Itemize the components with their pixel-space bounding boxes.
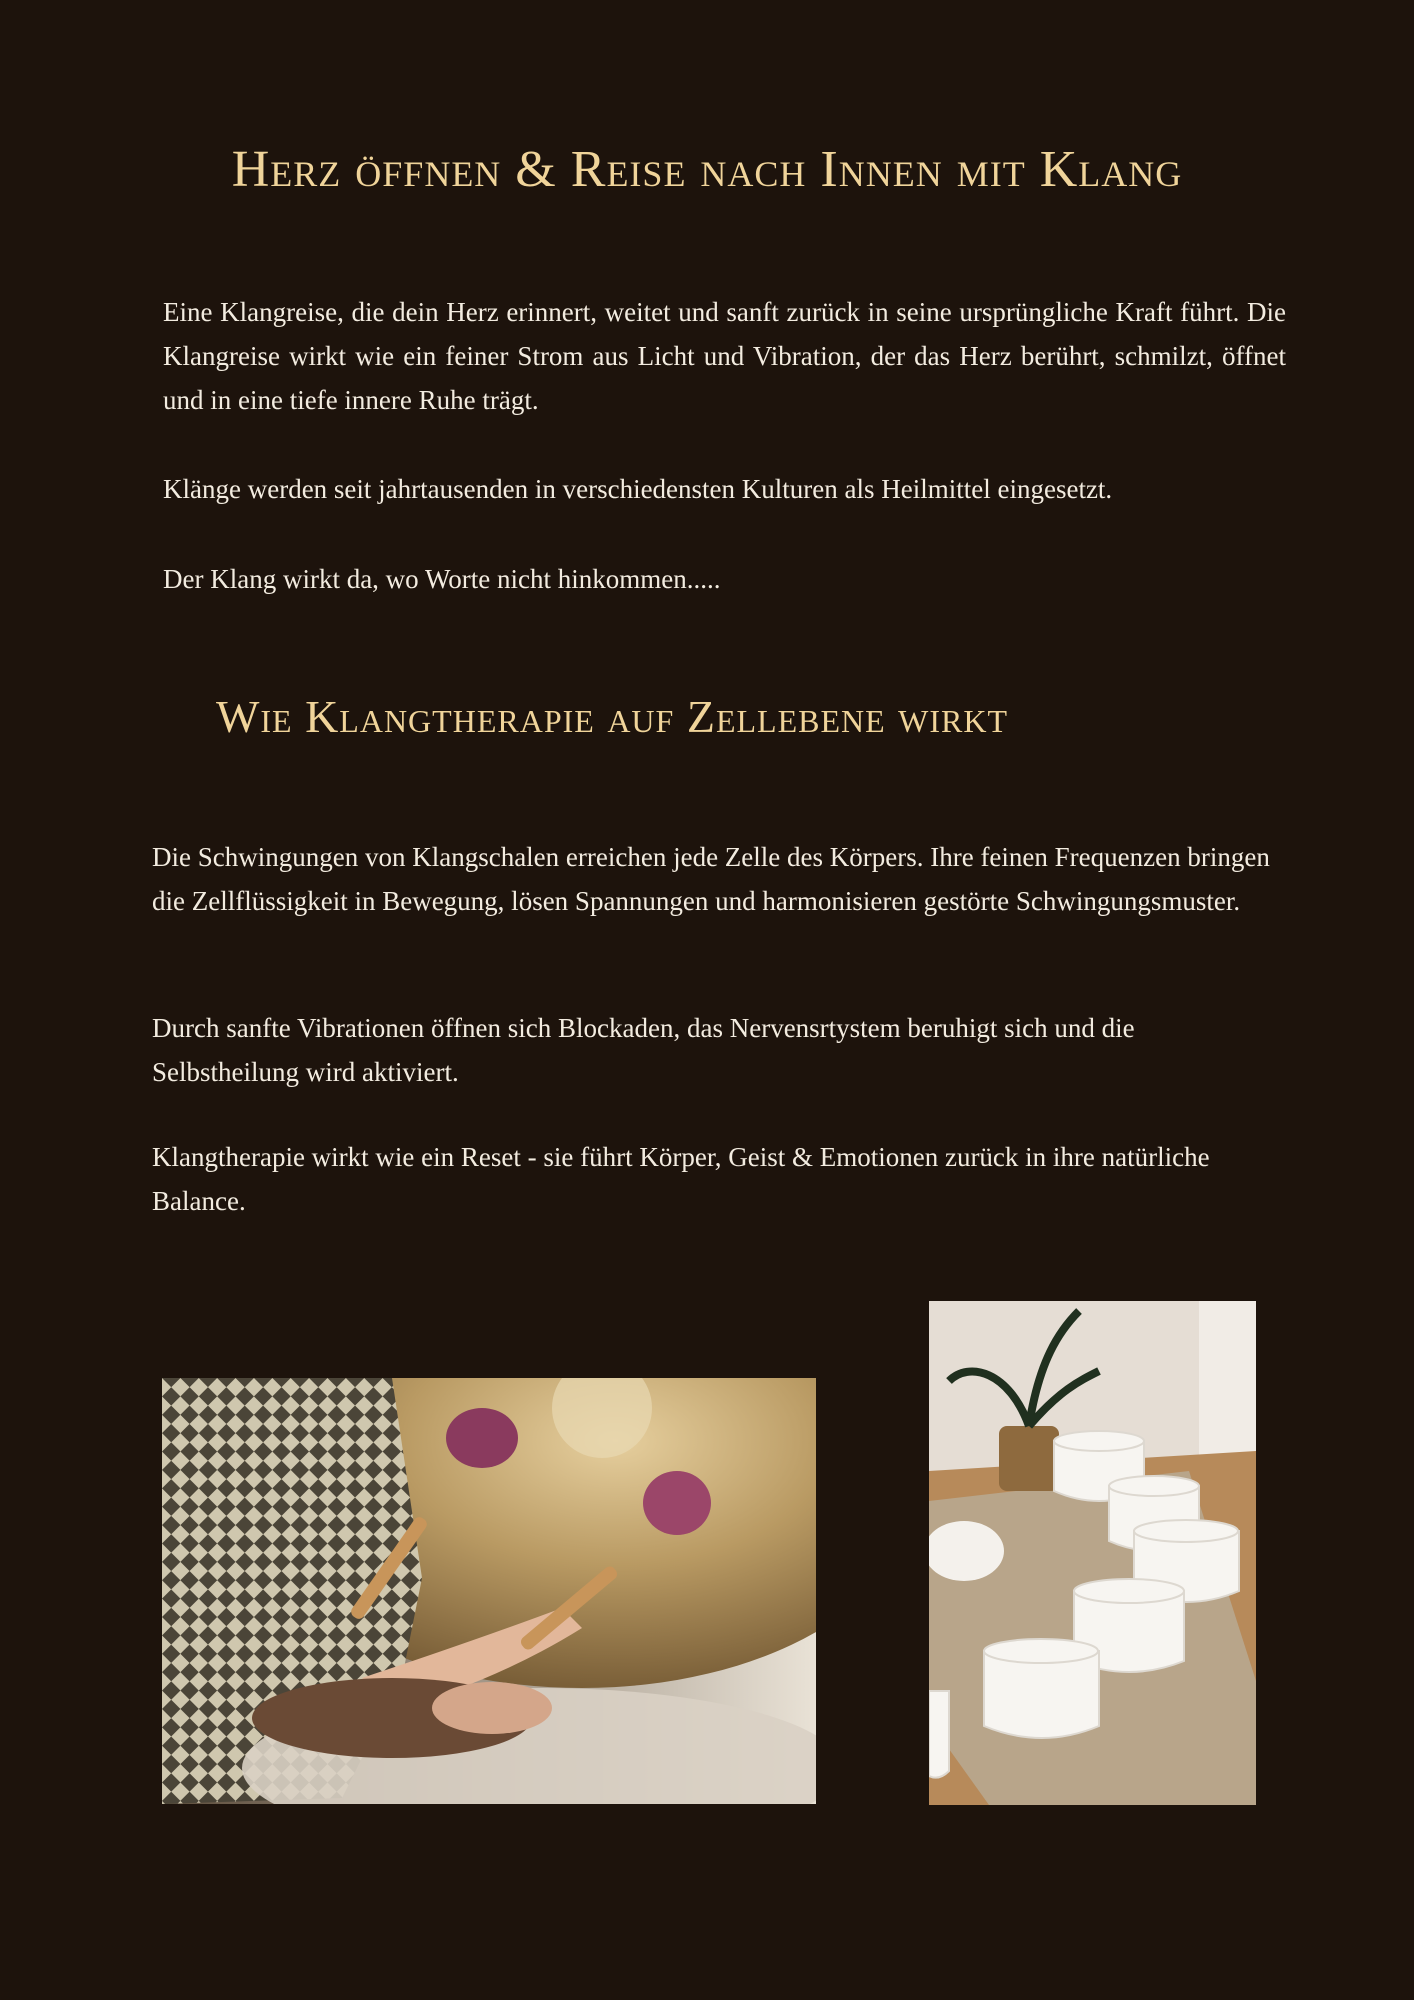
section-heading-herz: Herz öffnen & Reise nach Innen mit Klang	[231, 141, 1183, 198]
gong-therapy-illustration	[162, 1378, 816, 1804]
words-paragraph: Der Klang wirkt da, wo Worte nicht hinkommen.....	[163, 564, 721, 594]
section-heading-zellebene: Wie Klangtherapie auf Zellebene wirkt	[215, 691, 1009, 742]
cultures-paragraph: Klänge werden seit jahrtausenden in verschiedensten Kulturen als Heilmittel eingesetzt.	[163, 474, 1113, 504]
crystal-bowls-illustration	[929, 1301, 1256, 1805]
intro-paragraph: Eine Klangreise, die dein Herz erinnert, weitet und sanft zurück in seine ursprüngliche Kraft führt. Die Klangreise wirkt wie ein feiner Strom aus Licht und Vibration, der das Herz berührt, schmilzt, öffnet und in eine tiefe innere Ruhe trägt.	[163, 297, 1286, 415]
cells-paragraph: Die Schwingungen von Klangschalen erreichen jede Zelle des Körpers. Ihre feinen Frequenzen bringen die Zellflüssigkeit in Bewegung, lösen Spannungen und harmonisieren gestörte Schwingungsmuster.	[152, 842, 1270, 916]
gong-therapy-photo	[162, 1378, 816, 1804]
reset-paragraph: Klangtherapie wirkt wie ein Reset - sie führt Körper, Geist & Emotionen zurück in ihre natürliche Balance.	[152, 1142, 1210, 1216]
crystal-bowls-photo	[929, 1301, 1256, 1805]
vibrations-paragraph: Durch sanfte Vibrationen öffnen sich Blockaden, das Nervensrtystem beruhigt sich und die Selbstheilung wird aktiviert.	[152, 1013, 1135, 1087]
